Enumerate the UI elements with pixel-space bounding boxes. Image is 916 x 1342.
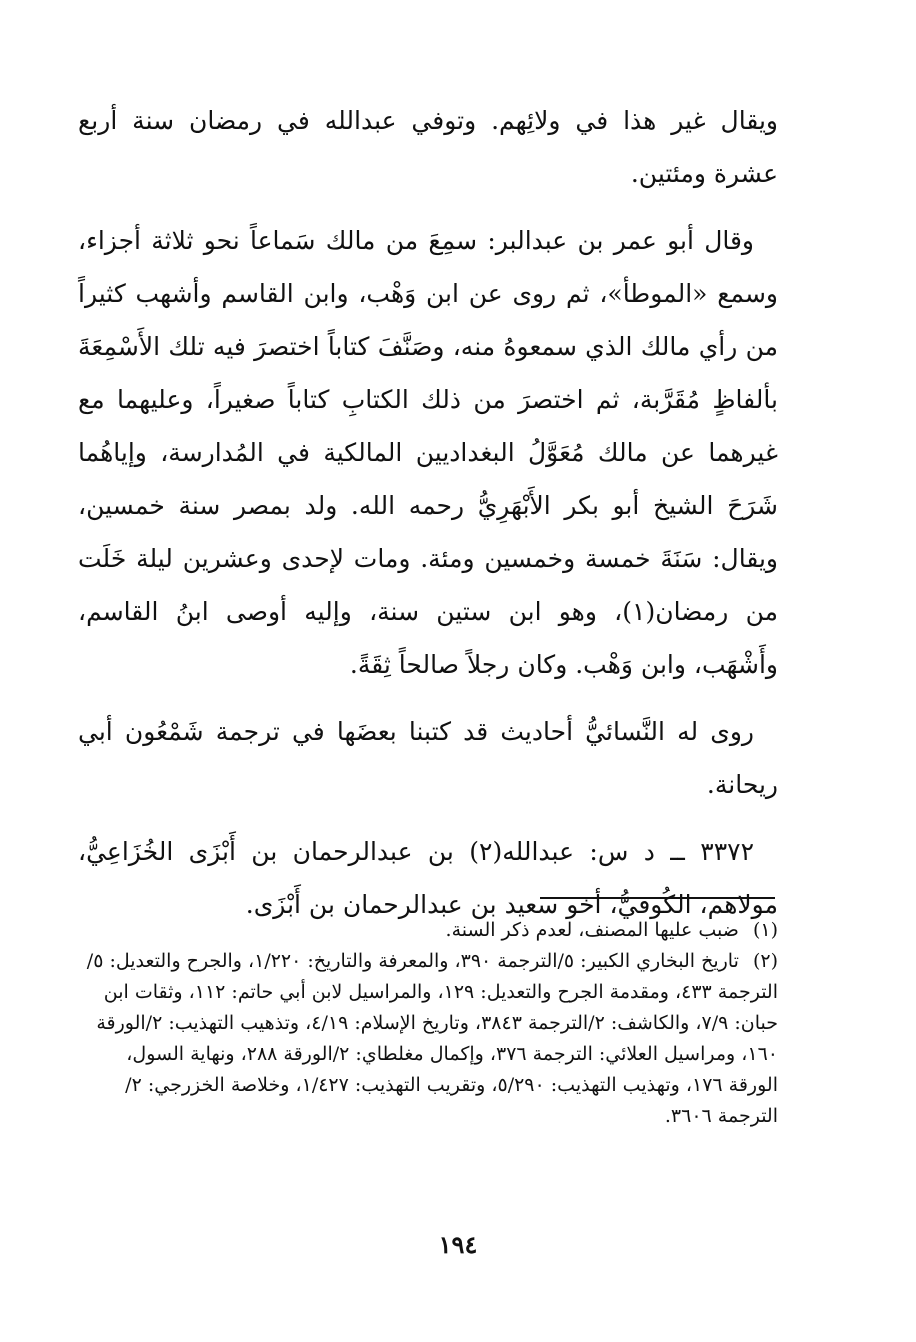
footnotes	[78, 915, 778, 1132]
footnote-2-number: (٢)	[752, 950, 778, 972]
paragraph-2: وقال أبو عمر بن عبدالبر: سمِعَ من مالك سَماعاً نحو ثلاثة أجزاء، وسمع «الموطأ»، ثم روى عن ابن وَهْب، وابن القاسم وأشهب كثيراً من رأي مالك الذي سمعوهُ منه، وصَنَّفَ كتاباً اختصرَ فيه تلك الأَسْمِعَةَ بألفاظٍ مُقَرَّبة، ثم اختصرَ من ذلك الكتابِ كتاباً صغيراً، وعليهما مع غيرهما عن مالك مُعَوَّلُ البغداديين المالكية في المُدارسة، وإياهُما شَرَحَ الشيخ أبو بكر الأَبْهَرِيُّ رحمه الله. ولد بمصر سنة خمسين، ويقال: سَنَةَ خمسة وخمسين ومئة. ومات لإحدى وعشرين ليلة خَلَت من رمضان(١)، وهو ابن ستين سنة، وإليه أوصى ابنُ القاسم، وأَشْهَب، وابن وَهْب. وكان رجلاً صالحاً ثِقَةً.	[78, 226, 778, 679]
paragraph-3: روى له النَّسائيُّ أحاديث قد كتبنا بعضَها في ترجمة شَمْعُون أبي ريحانة.	[78, 717, 778, 799]
main-text	[78, 94, 778, 945]
footnote-1-number: (١)	[752, 919, 778, 941]
footnote-1-text: ضبب عليها المصنف، لعدم ذكر السنة.	[445, 919, 739, 941]
paragraph-4-entry-3372: ٣٣٧٢ ــ د س: عبدالله(٢) بن عبدالرحمان بن أَبْزَى الخُزَاعِيُّ، مولاهم، الكُوفيُّ، أخو سعيد بن عبدالرحمان بن أَبْزَى.	[78, 837, 778, 919]
footnote-2	[78, 946, 778, 1132]
footnote-2-text: تاريخ البخاري الكبير: ٥/الترجمة ٣٩٠، والمعرفة والتاريخ: ١/٢٢٠، والجرح والتعديل: ٥/الترجمة ٤٣٣، ومقدمة الجرح والتعديل: ١٢٩، والمراسيل لابن أبي حاتم: ١١٢، وثقات ابن حبان: ٧/٩، والكاشف: ٢/الترجمة ٣٨٤٣، وتاريخ الإسلام: ٤/١٩، وتذهيب التهذيب: ٢/الورقة ١٦٠، ومراسيل العلائي: الترجمة ٣٧٦، وإكمال مغلطاي: ٢/الورقة ٢٨٨، ونهاية السول، الورقة ١٧٦، وتهذيب التهذيب: ٥/٢٩٠، وتقريب التهذيب: ١/٤٢٧، وخلاصة الخزرجي: ٢/الترجمة ٣٦٠٦.	[86, 950, 778, 1127]
paragraph-1: ويقال غير هذا في ولائِهم. وتوفي عبدالله في رمضان سنة أربع عشرة ومئتين.	[78, 106, 778, 188]
footnote-separator	[540, 897, 775, 899]
page-number: ١٩٤	[438, 1230, 478, 1259]
footnote-1	[78, 915, 778, 946]
